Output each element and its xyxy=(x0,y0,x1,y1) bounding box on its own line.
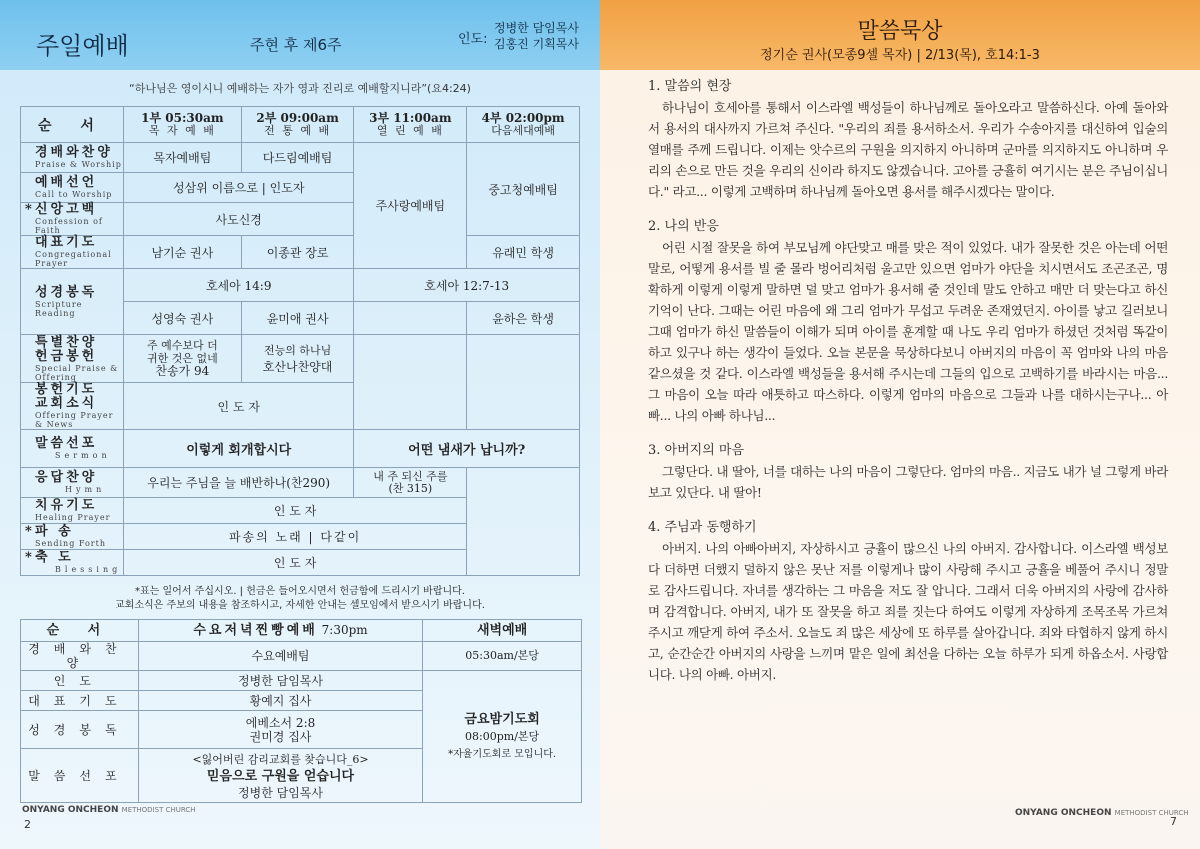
row-sermon xyxy=(21,430,580,468)
section-heading: 1. 말씀의 현장 xyxy=(648,79,732,94)
scripture-1: 성영숙 권사 xyxy=(123,302,241,335)
scripture-2: 윤미애 권사 xyxy=(241,302,354,335)
news-12: 인 도 자 xyxy=(123,383,353,430)
wed-praise: 수요예배팀 xyxy=(138,642,422,671)
wednesday-table xyxy=(20,619,582,803)
row-scripture-ref xyxy=(21,269,580,302)
special-3 xyxy=(354,335,467,430)
section-heading: 2. 나의 반응 xyxy=(648,219,719,234)
order-label: 순 서 xyxy=(21,107,124,143)
theme-verse: “하나님은 영이시니 예배하는 자가 영과 진리로 예배할지니라”(요4:24) xyxy=(129,82,471,95)
note-2: 교회소식은 주보의 내용을 참조하시고, 자세한 안내는 셀모임에서 받으시기 바랍니다. xyxy=(115,600,485,611)
wed-label-praise: 경배와찬양 xyxy=(21,642,139,671)
label-praise: 경배와찬양 Praise & Worship xyxy=(21,143,124,173)
praise-2: 다드림예배팀 xyxy=(241,143,354,173)
section-body: 아버지. 나의 아빠아버지, 자상하시고 긍휼이 많으신 나의 아버지. 감사합니다. 이스라엘 백성보다 더하면 더했지 덜하지 않은 못난 저를 이렇게나 많이 사랑해 주시고 긍휼을 베풀어 주시니 정말로 감사드립니다. 자녀를 생각하는 그 마음을 저도 잘 압니다. 그래서 더욱 아버지의 사랑에 감사하며 감격합니다. 아버지, 내가 또 잘못을 하고 죄를 짓는다 하여도 이렇게 자상하게 조목조목 가르쳐 주시고 깨닫게 하여 주소서. 오늘도 죄 많은 세상에 또 하루를 살아갑니다. 죄와 타협하지 않게 하시고, 순간순간 아버지의 사랑을 느끼며 맡은 일에 최선을 다하는 오늘 하루가 되게 하옵소서. 사랑합니다. 나의 아빠. 아버지. xyxy=(648,541,1169,682)
wed-label-prayer: 대표기도 xyxy=(21,691,139,711)
wed-label-sermon: 말씀선포 xyxy=(21,749,139,803)
wed-order-label: 순 서 xyxy=(21,620,139,642)
label-sending: * 파 송 Sending Forth xyxy=(21,524,124,550)
label-sermon: 말씀선포 Sermon xyxy=(21,430,124,468)
left-footer-brand: ONYANG ONCHEON METHODIST CHURCH xyxy=(22,805,196,815)
scripture-ref-34: 호세아 12:7-13 xyxy=(354,269,580,302)
section-heading: 3. 아버지의 마음 xyxy=(648,443,745,458)
service-3: 3부 11:00am 열 린 예 배 xyxy=(354,107,467,143)
prayer-4: 유래민 학생 xyxy=(467,236,580,269)
label-healing: 치유기도 Healing Prayer xyxy=(21,498,124,524)
leader-2: 김홍진 기획목사 xyxy=(494,37,579,51)
section-heading: 4. 주님과 동행하기 xyxy=(648,520,757,535)
order-header-row xyxy=(21,107,580,143)
sunday-order-table xyxy=(20,106,580,576)
label-scripture: 성경봉독 Scripture Reading xyxy=(21,269,124,335)
page-title: 주일예배 xyxy=(36,32,129,60)
special-4 xyxy=(467,335,580,430)
response-12: 우리는 주님을 늘 배반하나(찬290) xyxy=(123,468,353,498)
section-body: 어린 시절 잘못을 하여 부모님께 야단맞고 매를 맞은 적이 있었다. 내가 잘못한 것은 아는데 어떤 말로, 어떻게 용서를 빌 줄 몰라 벙어리처럼 울고만 있으면 엄마가 야단을 치시면서도 조곤조곤, 명확하게 이렇게 이렇게 말하면 덜 맞고 엄마가 용서해 줄 것인데 말도 안하고 매만 더 맞는다고 하신 기억이 난다. 그때는 어린 마음에 왜 그리 엄마가 무섭고 두려운 존재였던지. 아이를 낳고 길러보니 그때 엄마가 하신 말씀들이 이해가 되며 아이를 훈계할 때 나도 우리 엄마가 하셨던 것처럼 똑같이 하고 있구나 하는 생각이 들었다. 오늘 본문을 묵상하다보니 아버지의 마음이 꼭 엄마와 나의 마음 같으셨을 것 같다. 이스라엘 백성들을 용서해 주시는데 그들의 입으로 고백하기를 바라시는 마음...그 마음이 오늘 따라 애틋하고 따스하다. 이렇게 엄마의 마음으로 그들과 나를 대하시는구나... 아빠... 나의 아빠 하나님... xyxy=(648,240,1169,423)
wed-scripture: 에베소서 2:8 권미경 집사 xyxy=(138,711,422,749)
sermon-title-34: 어떤 냄새가 납니까? xyxy=(354,430,580,468)
scripture-3 xyxy=(354,302,467,335)
call-12: 성삼위 이름으로 | 인도자 xyxy=(123,173,353,203)
prayer-1: 남기순 권사 xyxy=(123,236,241,269)
leader-1: 정병한 담임목사 xyxy=(494,21,579,35)
dawn-title: 새벽예배 xyxy=(423,620,582,642)
wed-title-cell: 수요저녁찐빵예배 7:30pm xyxy=(138,620,422,642)
praise-1: 목자예배팀 xyxy=(123,143,241,173)
meditation-content xyxy=(648,76,1168,685)
label-news: 봉헌기도 교회소식 Offering Prayer & News xyxy=(21,383,124,430)
special-2: 전능의 하나님 호산나찬양대 xyxy=(241,335,354,383)
row-praise xyxy=(21,143,580,173)
label-prayer: 대표기도 Congregational Prayer xyxy=(21,236,124,269)
note-1: *표는 일어서 주십시오. | 헌금은 들어오시면서 헌금함에 드리시기 바랍니다. xyxy=(135,586,465,597)
healing-123: 인 도 자 xyxy=(123,498,466,524)
label-response: 응답찬양 Hymn xyxy=(21,468,124,498)
sermon-title-12: 이렇게 회개합시다 xyxy=(123,430,353,468)
creed-12: 사도신경 xyxy=(123,203,353,236)
wed-header-row xyxy=(21,620,582,642)
row-response xyxy=(21,468,580,498)
friday-cell: 금요밤기도회 08:00pm/본당 *자율기도회로 모입니다. xyxy=(423,671,582,803)
right-footer-brand: ONYANG ONCHEON METHODIST CHURCH xyxy=(1015,808,1189,818)
praise-4: 중고청예배팀 xyxy=(467,143,580,236)
sending-123: 파송의 노래 | 다같이 xyxy=(123,524,466,550)
right-header xyxy=(600,0,1200,70)
service-2: 2부 09:00am 전 통 예 배 xyxy=(241,107,354,143)
wed-label-lead: 인도 xyxy=(21,671,139,691)
wed-label-scripture: 성경봉독 xyxy=(21,711,139,749)
label-creed: * 신앙고백 Confession of Faith xyxy=(21,203,124,236)
prayer-2: 이종관 장로 xyxy=(241,236,354,269)
wed-row xyxy=(21,671,582,691)
special-1: 주 예수보다 더 귀한 것은 없네 찬송가 94 xyxy=(123,335,241,383)
label-special: 특별찬양 헌금봉헌 Special Praise & Offering xyxy=(21,335,124,383)
leaders xyxy=(494,20,579,52)
week-label: 주현 후 제6주 xyxy=(250,36,342,54)
service-4: 4부 02:00pm 다음세대예배 xyxy=(467,107,580,143)
wed-lead: 정병한 담임목사 xyxy=(138,671,422,691)
dawn-time: 05:30am/본당 xyxy=(423,642,582,671)
right-page-number: 7 xyxy=(1170,815,1177,828)
section-body: 하나님이 호세아를 통해서 이스라엘 백성들이 하나님께로 돌아오라고 말씀하신다. 아예 돌아와서 용서의 대사까지 가르쳐 주신다. "우리의 죄를 용서하소서. 우리가 수송아지를 대신하여 입술의 열매를 주께 드립니다. 이제는 앗수르의 구원을 의지하지 아니하며 군마를 의지하지도 아니하며 우리의 손으로 만든 것을 우리의 신이라 하지도 않겠습니다. 고아를 긍휼히 여기시는 분은 주님이십니다." 라고... 이렇게 고백하며 하나님께 돌아오면 용서를 해주시겠다는 말이다. xyxy=(648,100,1168,199)
meditation-title: 말씀묵상 xyxy=(857,19,943,44)
wed-prayer: 황예지 집사 xyxy=(138,691,422,711)
label-blessing: * 축 도 Blessing xyxy=(21,550,124,576)
meditation-byline: 정기순 권사(모종9셀 목자) | 2/13(목), 호14:1-3 xyxy=(760,48,1040,63)
scripture-4: 윤하은 학생 xyxy=(467,302,580,335)
lead-label: 인도: xyxy=(458,32,488,47)
service-1: 1부 05:30am 목 자 예 배 xyxy=(123,107,241,143)
row-prayer xyxy=(21,236,580,269)
left-header xyxy=(0,0,600,70)
scripture-ref-12: 호세아 14:9 xyxy=(123,269,353,302)
praise-3: 주사랑예배팀 xyxy=(354,143,467,269)
response-4 xyxy=(467,468,580,576)
wed-row xyxy=(21,642,582,671)
row-special xyxy=(21,335,580,383)
left-page-number: 2 xyxy=(24,818,31,831)
response-3: 내 주 되신 주를 (찬 315) xyxy=(354,468,467,498)
blessing-123: 인 도 자 xyxy=(123,550,466,576)
wed-sermon: <잃어버린 감리교회를 찾습니다_6> 믿음으로 구원을 얻습니다 정병한 담임목사 xyxy=(138,749,422,803)
label-call: 예배선언 Call to Worship xyxy=(21,173,124,203)
section-body: 그렇단다. 내 딸아, 너를 대하는 나의 마음이 그렇단다. 엄마의 마음.. 지금도 내가 널 그렇게 바라보고 있단다. 내 딸아! xyxy=(648,464,1168,500)
